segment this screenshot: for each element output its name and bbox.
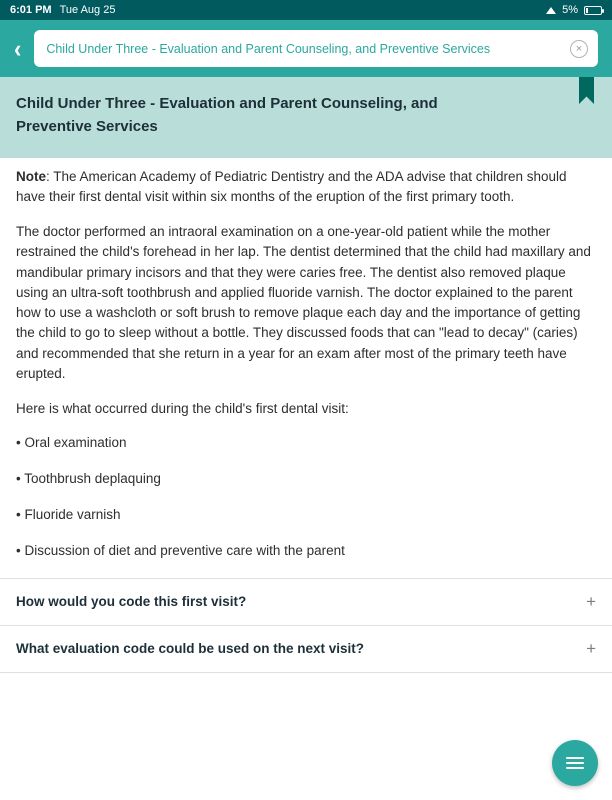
battery-fill — [586, 8, 588, 13]
status-time: 6:01 PM — [10, 4, 52, 16]
question-label: How would you code this first visit? — [16, 594, 247, 610]
question-row-next-visit[interactable] — [0, 626, 612, 673]
note-label: Note — [16, 168, 46, 184]
list-item: • Discussion of diet and preventive care with the parent — [16, 542, 345, 558]
battery-icon — [584, 6, 602, 15]
list-intro: Here is what occurred during the child's first dental visit: — [16, 401, 349, 416]
question-row-first-visit[interactable] — [0, 579, 612, 626]
list-item: • Toothbrush deplaquing — [16, 471, 161, 487]
status-bar — [0, 0, 612, 20]
battery-percent: 5% — [562, 4, 578, 16]
hamburger-icon — [566, 762, 584, 764]
status-left — [10, 4, 115, 16]
question-accordion — [0, 578, 612, 673]
expand-plus-icon[interactable]: + — [586, 638, 596, 658]
wifi-icon — [546, 7, 556, 14]
list-item: • Fluoride varnish — [16, 507, 121, 523]
menu-fab-button[interactable] — [552, 740, 598, 786]
bookmark-icon[interactable] — [579, 77, 594, 104]
title-section — [0, 77, 612, 158]
clear-icon[interactable]: × — [570, 40, 588, 58]
search-input[interactable] — [44, 41, 562, 57]
status-date: Tue Aug 25 — [59, 4, 116, 16]
question-label: What evaluation code could be used on the next visit? — [16, 641, 365, 657]
case-paragraph: The doctor performed an intraoral examination on a one-year-old patient while the mother restrained the child's forehead in her lap. The dentist determined that the child had maxillary and mandibular primary incisors and that they were caries free. The dentist also removed plaque using an ultra-soft toothbrush and applied fluoride varnish. The doctor explained to the parent how to use a washcloth or soft brush to remove plaque each day and the importance of getting the child to go to sleep without a bottle. They discussed foods that can "lead to decay" (caries) and recommended that she return in a year for an exam after most of the primary teeth have erupted. — [16, 224, 591, 381]
note-paragraph — [16, 167, 596, 208]
search-box[interactable] — [34, 30, 598, 67]
back-icon[interactable]: ‹ — [14, 33, 22, 63]
article-content — [0, 158, 612, 561]
header-bar — [0, 20, 612, 77]
expand-plus-icon[interactable]: + — [586, 591, 596, 611]
hamburger-icon — [566, 767, 584, 769]
page-title: Child Under Three - Evaluation and Parent Counseling, and Preventive Services — [16, 95, 438, 136]
list-item: • Oral examination — [16, 435, 127, 451]
status-right — [546, 4, 602, 16]
hamburger-icon — [566, 757, 584, 759]
note-text: : The American Academy of Pediatric Dentistry and the ADA advise that children should have their first dental visit within six months of the eruption of the first primary tooth. — [16, 168, 567, 204]
